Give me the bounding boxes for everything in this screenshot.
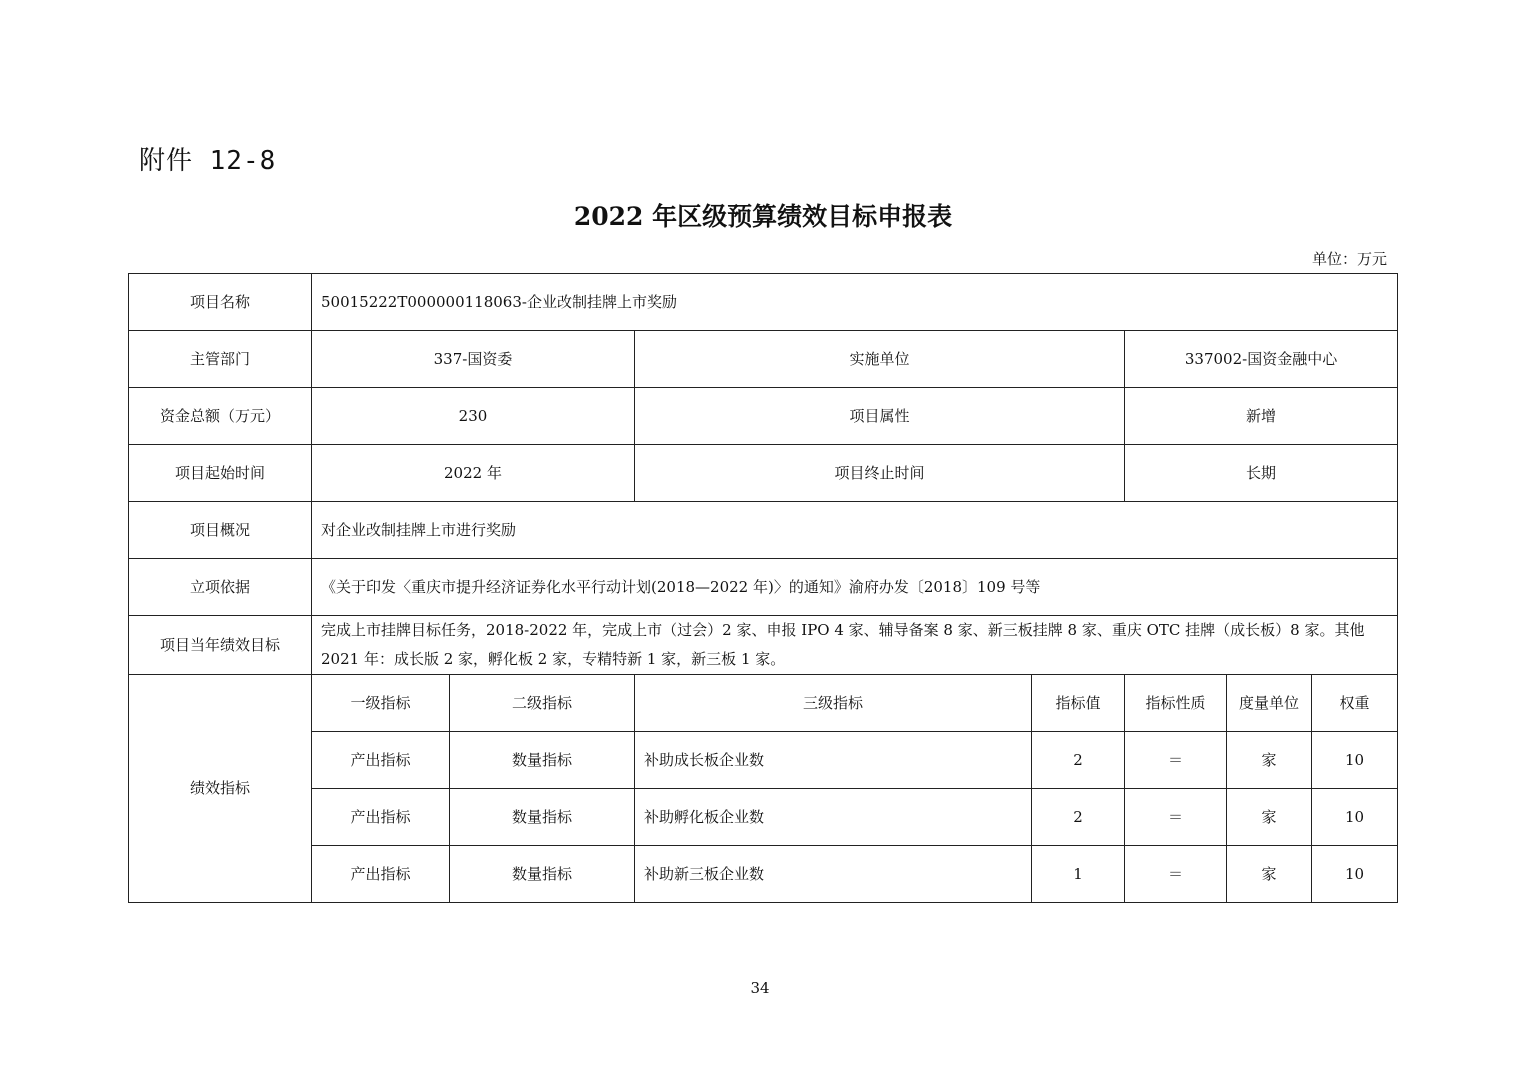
- unit-cell: 家: [1227, 789, 1312, 846]
- indicators-label: 绩效指标: [129, 675, 312, 903]
- project-attr-label: 项目属性: [635, 388, 1125, 445]
- header-unit: 度量单位: [1227, 675, 1312, 732]
- header-level2: 二级指标: [450, 675, 635, 732]
- weight-cell: 10: [1312, 789, 1398, 846]
- overview-label: 项目概况: [129, 502, 312, 559]
- value-cell: 2: [1032, 789, 1125, 846]
- end-time-value: 长期: [1125, 445, 1398, 502]
- funding-value: 230: [312, 388, 635, 445]
- end-time-label: 项目终止时间: [635, 445, 1125, 502]
- basis-label: 立项依据: [129, 559, 312, 616]
- project-name-label: 项目名称: [129, 274, 312, 331]
- level1-cell: 产出指标: [312, 846, 450, 903]
- row-timeline: [129, 445, 1398, 502]
- weight-cell: 10: [1312, 732, 1398, 789]
- table-row: [129, 846, 1398, 903]
- nature-cell: ＝: [1125, 732, 1227, 789]
- level3-cell: 补助孵化板企业数: [635, 789, 1032, 846]
- row-funding: [129, 388, 1398, 445]
- unit-label: 单位：万元: [1311, 250, 1387, 268]
- level2-cell: 数量指标: [450, 732, 635, 789]
- row-basis: [129, 559, 1398, 616]
- overview-value: 对企业改制挂牌上市进行奖励: [312, 502, 1398, 559]
- header-level3: 三级指标: [635, 675, 1032, 732]
- table-row: [129, 789, 1398, 846]
- impl-unit-value: 337002-国资金融中心: [1125, 331, 1398, 388]
- basis-value: 《关于印发〈重庆市提升经济证券化水平行动计划(2018—2022 年)〉的通知》渝府办发〔2018〕109 号等: [312, 559, 1398, 616]
- level3-cell: 补助成长板企业数: [635, 732, 1032, 789]
- impl-unit-label: 实施单位: [635, 331, 1125, 388]
- level2-cell: 数量指标: [450, 789, 635, 846]
- level2-cell: 数量指标: [450, 846, 635, 903]
- level3-cell: 补助新三板企业数: [635, 846, 1032, 903]
- value-cell: 1: [1032, 846, 1125, 903]
- header-nature: 指标性质: [1125, 675, 1227, 732]
- weight-cell: 10: [1312, 846, 1398, 903]
- header-value: 指标值: [1032, 675, 1125, 732]
- value-cell: 2: [1032, 732, 1125, 789]
- row-annual-goal: [129, 616, 1398, 675]
- nature-cell: ＝: [1125, 846, 1227, 903]
- annual-goal-label: 项目当年绩效目标: [129, 616, 312, 675]
- level1-cell: 产出指标: [312, 789, 450, 846]
- row-department: [129, 331, 1398, 388]
- header-weight: 权重: [1312, 675, 1398, 732]
- unit-cell: 家: [1227, 846, 1312, 903]
- funding-label: 资金总额（万元）: [129, 388, 312, 445]
- attachment-label: 附件 12-8: [139, 146, 277, 176]
- nature-cell: ＝: [1125, 789, 1227, 846]
- row-project-name: [129, 274, 1398, 331]
- start-time-value: 2022 年: [312, 445, 635, 502]
- start-time-label: 项目起始时间: [129, 445, 312, 502]
- indicator-header-row: [129, 675, 1398, 732]
- department-value: 337-国资委: [312, 331, 635, 388]
- header-level1: 一级指标: [312, 675, 450, 732]
- page-number: 34: [750, 979, 770, 997]
- project-name-value: 50015222T000000118063-企业改制挂牌上市奖励: [312, 274, 1398, 331]
- row-overview: [129, 502, 1398, 559]
- budget-form-table: [128, 273, 1398, 903]
- table-row: [129, 732, 1398, 789]
- level1-cell: 产出指标: [312, 732, 450, 789]
- project-attr-value: 新增: [1125, 388, 1398, 445]
- annual-goal-value: 完成上市挂牌目标任务，2018-2022 年，完成上市（过会）2 家、申报 IPO 4 家、辅导备案 8 家、新三板挂牌 8 家、重庆 OTC 挂牌（成长板）8 家。其他 2021 年：成长版 2 家，孵化板 2 家，专精特新 1 家，新三板 1 家。: [312, 616, 1398, 675]
- page-title: 2022 年区级预算绩效目标申报表: [573, 202, 953, 231]
- unit-cell: 家: [1227, 732, 1312, 789]
- department-label: 主管部门: [129, 331, 312, 388]
